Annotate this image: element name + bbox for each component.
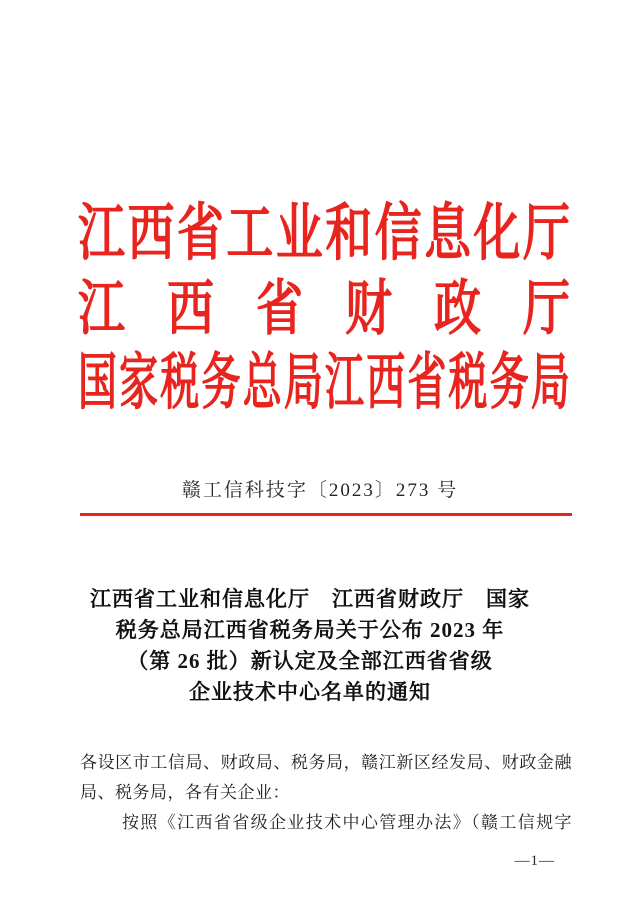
notice-title <box>65 584 555 708</box>
intro-paragraph: 按照《江西省省级企业技术中心管理办法》（赣工信规字 <box>122 813 572 832</box>
letterhead-char: 息 <box>424 199 472 269</box>
letterhead-char: 税 <box>448 349 488 418</box>
letterhead-char: 江 <box>78 276 125 344</box>
letterhead-char: 西 <box>366 349 406 418</box>
letterhead-char: 局 <box>530 349 570 418</box>
title-line-2: 税务总局江西省税务局关于公布 2023 年 <box>115 618 505 642</box>
letterhead-char: 务 <box>201 349 241 418</box>
title-line-1: 江西省工业和信息化厅 江西省财政厅 国家 <box>90 587 530 611</box>
letterhead-char: 信 <box>374 199 422 269</box>
letterhead-char: 税 <box>160 349 200 418</box>
letterhead-char: 总 <box>242 349 282 418</box>
letterhead-char: 省 <box>407 349 447 418</box>
letterhead-char: 省 <box>256 276 303 344</box>
letterhead-char: 业 <box>275 199 323 269</box>
letterhead-char: 局 <box>283 349 323 418</box>
letterhead-char: 省 <box>176 199 224 269</box>
letterhead-char: 政 <box>434 276 481 344</box>
letterhead-char: 江 <box>78 199 125 269</box>
letterhead-char: 厅 <box>522 199 570 269</box>
letterhead-char: 和 <box>325 199 373 269</box>
letterhead-char: 江 <box>325 349 365 418</box>
letterhead-line-1 <box>78 199 570 269</box>
letterhead-char: 西 <box>127 199 175 269</box>
letterhead-char: 化 <box>473 199 521 269</box>
recipients-paragraph: 各设区市工信局、财政局、税务局，赣江新区经发局、财政金融局、税务局，各有关企业： <box>80 753 572 802</box>
letterhead-char: 厅 <box>523 276 570 344</box>
letterhead-char: 国 <box>78 349 118 418</box>
letterhead-char: 务 <box>489 349 529 418</box>
page-number: —1— <box>514 853 555 869</box>
letterhead-line-3 <box>78 348 570 420</box>
notice-body <box>80 748 572 838</box>
title-line-4: 企业技术中心名单的通知 <box>189 680 431 704</box>
document-reference-number: 赣工信科技字〔2023〕273 号 <box>181 480 459 501</box>
letterhead-char: 家 <box>119 349 159 418</box>
letterhead-char: 财 <box>345 276 392 344</box>
letterhead-char: 西 <box>167 276 214 344</box>
red-divider-line <box>80 513 572 516</box>
letterhead-char: 工 <box>226 199 274 269</box>
title-line-3: （第 26 批）新认定及全部江西省省级 <box>127 649 493 673</box>
